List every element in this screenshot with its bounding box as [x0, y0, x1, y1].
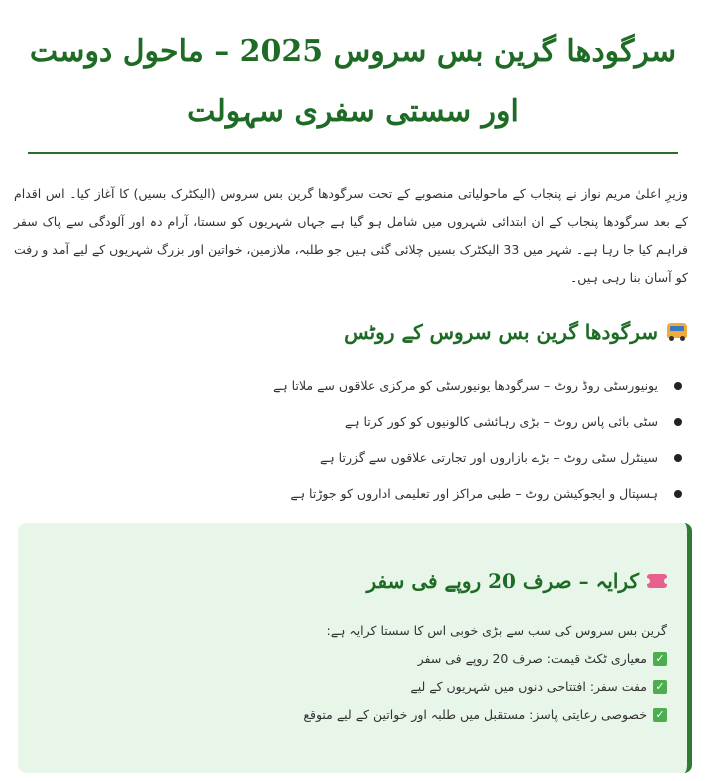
routes-heading-text: سرگودھا گرین بس سروس کے روٹس: [344, 320, 658, 344]
route-text: ہسپتال و ایجوکیشن روٹ – طبی مراکز اور تعلیمی اداروں کو جوڑتا ہے: [290, 486, 658, 501]
check-icon: ✓: [653, 680, 667, 694]
bullet-icon: [674, 454, 682, 462]
route-text: یونیورسٹی روڈ روٹ – سرگودھا یونیورسٹی کو مرکزی علاقوں سے ملاتا ہے: [273, 378, 658, 393]
fare-item-text: معیاری ٹکٹ قیمت: صرف 20 روپے فی سفر: [417, 651, 647, 666]
bullet-icon: [674, 418, 682, 426]
ticket-icon: [647, 574, 667, 588]
fare-intro: گرین بس سروس کی سب سے بڑی خوبی اس کا سستا کرایہ ہے:: [326, 623, 667, 638]
list-item: [14, 368, 658, 404]
fare-heading: [34, 563, 667, 599]
list-item: [34, 673, 667, 701]
bullet-icon: [674, 490, 682, 498]
page-title: سرگودھا گرین بس سروس 2025 – ماحول دوست اور سستی سفری سہولت: [29, 34, 677, 129]
list-item: [14, 440, 658, 476]
fare-item-text: خصوصی رعایتی پاسز: مستقبل میں طلبہ اور خواتین کے لیے متوقع: [303, 707, 647, 722]
title-divider: [28, 152, 678, 154]
list-item: [14, 476, 658, 512]
check-icon: ✓: [653, 708, 667, 722]
fare-callout: [18, 523, 692, 773]
fare-list: [34, 645, 667, 729]
fare-item-text: مفت سفر: افتتاحی دنوں میں شہریوں کے لیے: [410, 679, 647, 694]
routes-list: [14, 368, 692, 512]
list-item: [34, 645, 667, 673]
intro-paragraph: وزیرِ اعلیٰ مریم نواز نے پنجاب کے ماحولیاتی منصوبے کے تحت سرگودھا گرین بس سروس (الیکٹرک بسیں) کا آغاز کیا۔ اس اقدام کے بعد سرگودھا پنجاب کے ان ابتدائی شہروں میں شامل ہو گیا ہے جہاں شہریوں کو سستا، آرام دہ اور آلودگی سے پاک سفر فراہم کیا جا رہا ہے۔ شہر میں 33 الیکٹرک بسیں چلائی گئی ہیں جو طلبہ، ملازمین، خواتین اور بزرگ شہریوں کے لیے آمد و رفت کو آسان بنا رہی ہیں۔: [14, 186, 688, 285]
fare-heading-text: کرایہ – صرف 20 روپے فی سفر: [366, 569, 639, 593]
route-text: سٹی بائی پاس روٹ – بڑی رہائشی کالونیوں کو کور کرتا ہے: [344, 414, 658, 429]
bullet-icon: [674, 382, 682, 390]
route-text: سینٹرل سٹی روٹ – بڑے بازاروں اور تجارتی علاقوں سے گزرتا ہے: [320, 450, 658, 465]
routes-heading: [14, 314, 688, 350]
check-icon: ✓: [653, 652, 667, 666]
bus-icon: [666, 322, 688, 342]
list-item: [14, 404, 658, 440]
list-item: [34, 701, 667, 729]
